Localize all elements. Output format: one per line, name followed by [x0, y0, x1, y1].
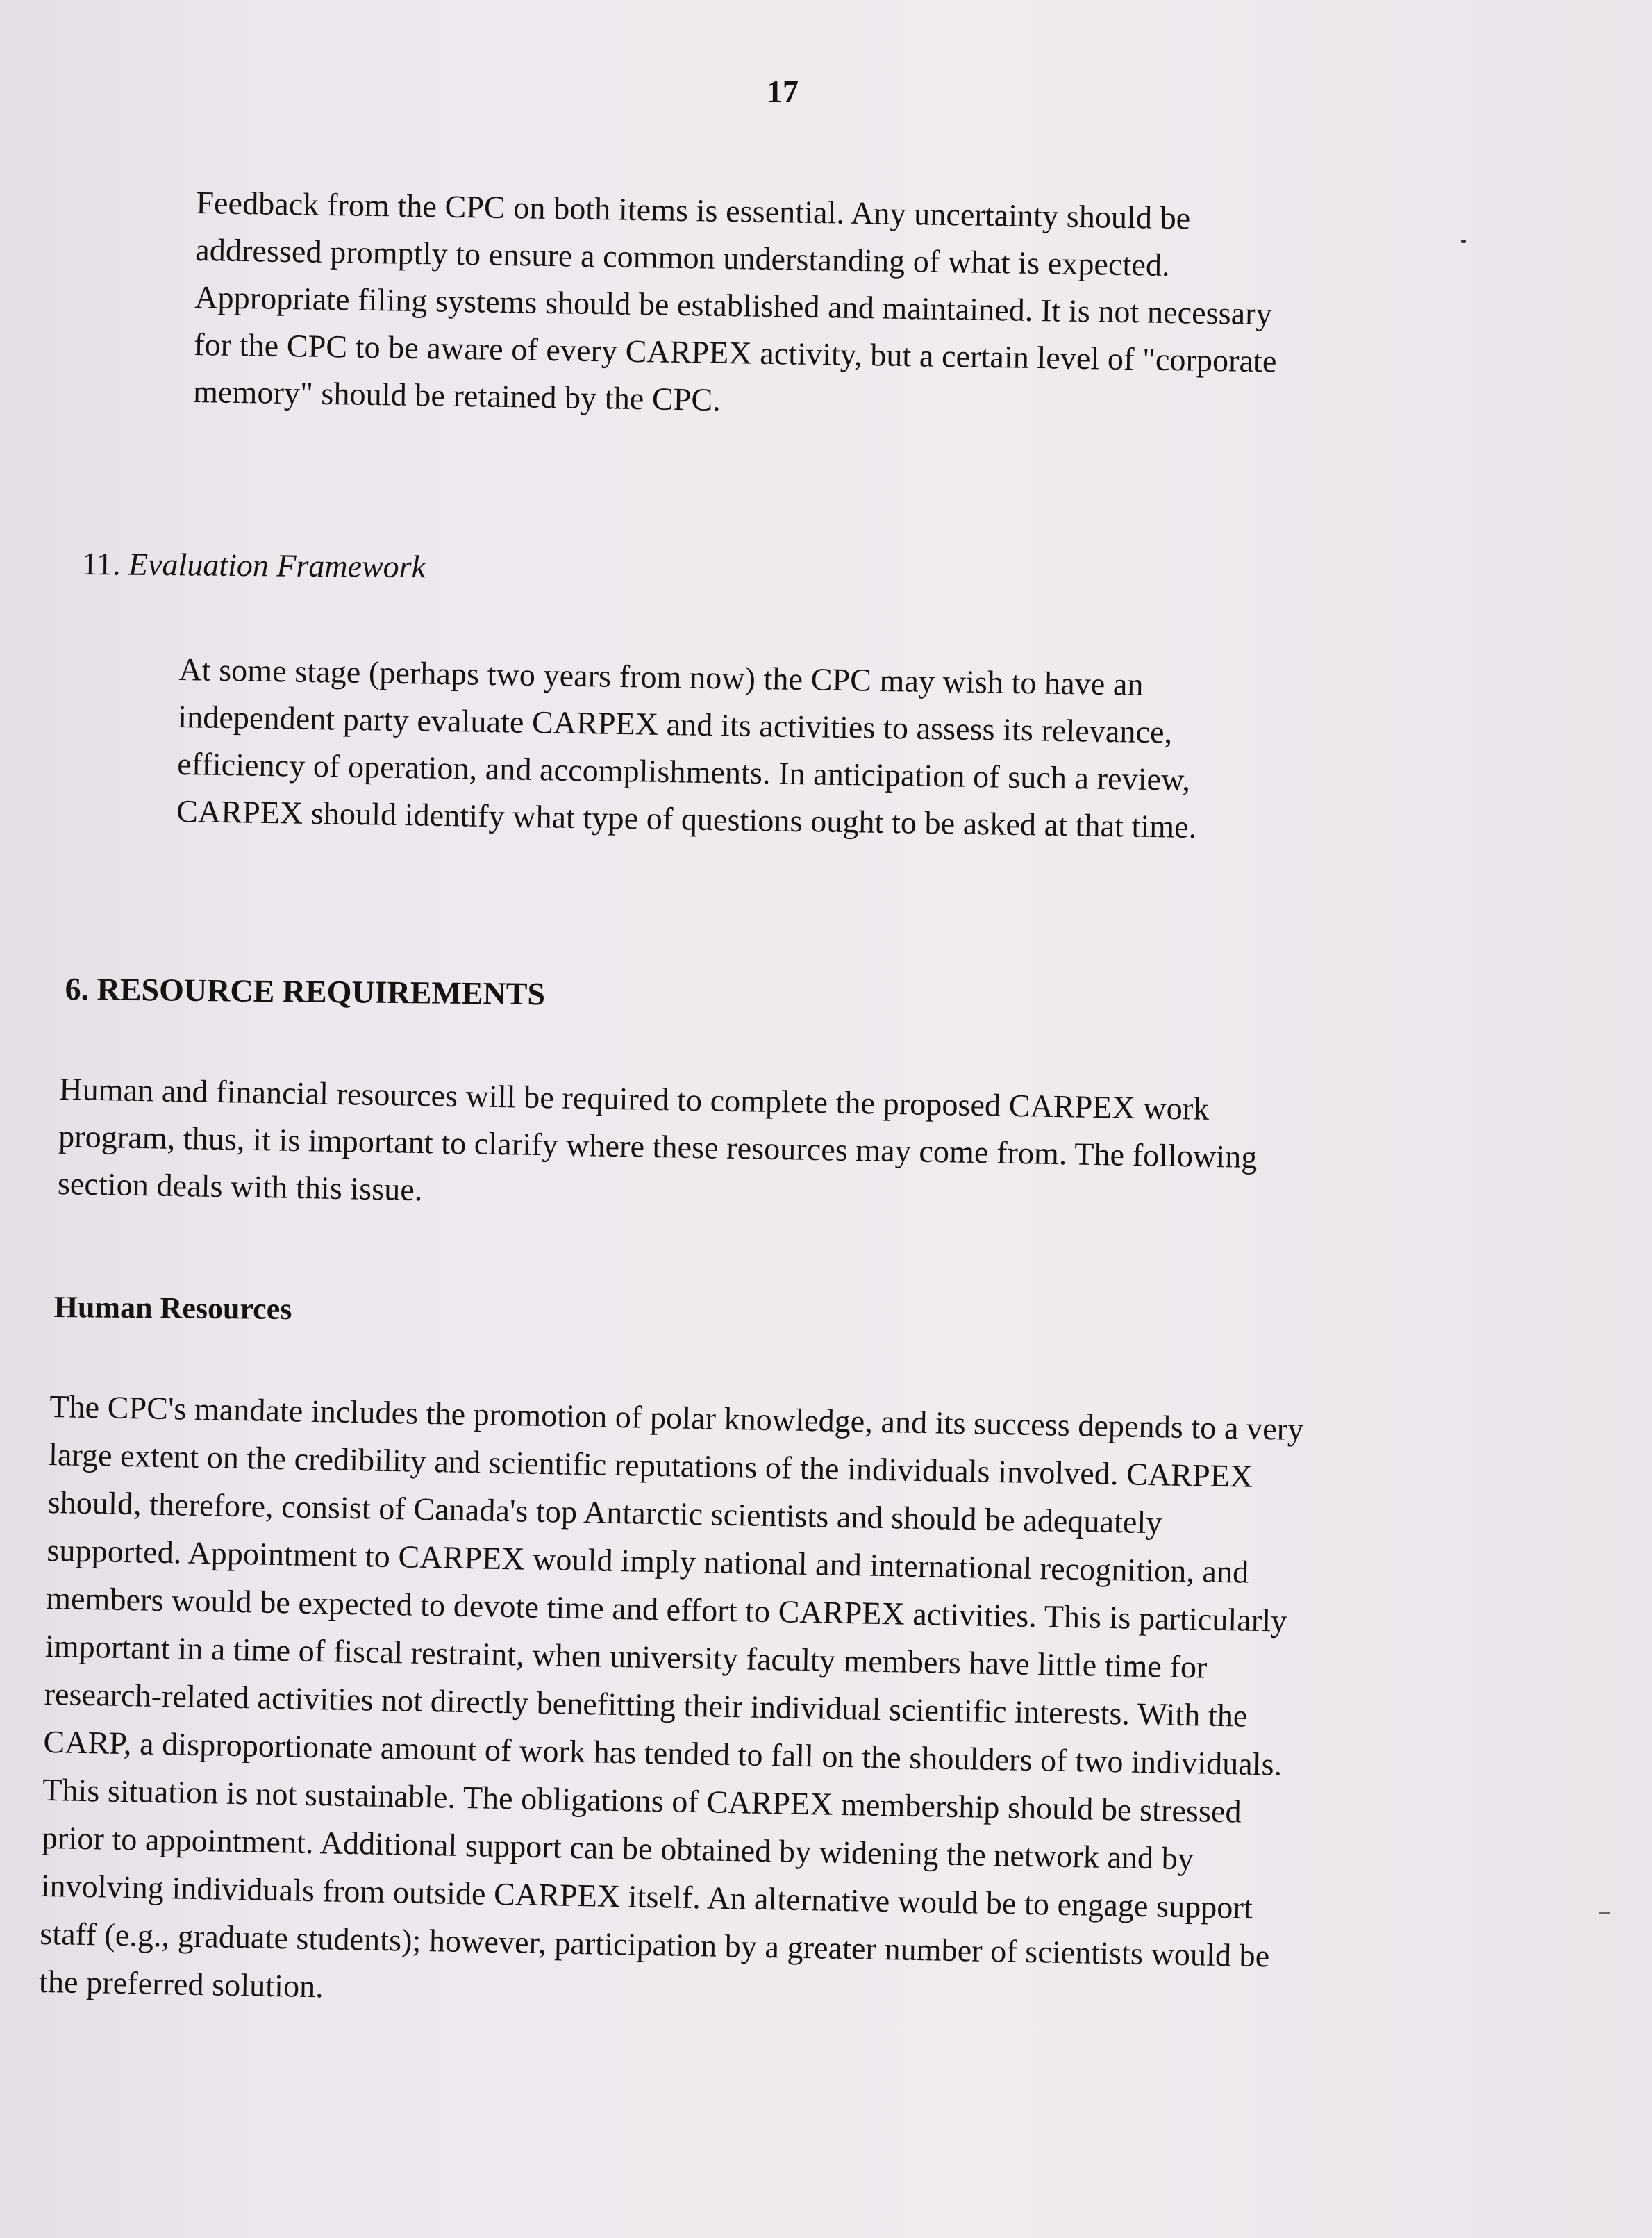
paragraph-line: large extent on the credibility and scientific reputations of the individuals involved. CARPEX — [48, 1436, 1253, 1494]
paragraph-line: Human and financial resources will be required to complete the proposed CARPEX work — [58, 1070, 1210, 1127]
paragraph-line: The CPC's mandate includes the promotion of polar knowledge, and its success depends to a very — [49, 1388, 1304, 1448]
paragraph-line: program, thus, it is important to clarify where these resources may come from. The following — [58, 1118, 1258, 1175]
evaluation-framework-heading — [81, 543, 426, 588]
paragraph-line: should, therefore, consist of Canada's top Antarctic scientists and should be adequately — [47, 1484, 1163, 1541]
paragraph-line: At some stage (perhaps two years from now) the CPC may wish to have an — [178, 651, 1144, 702]
resource-requirements-paragraph — [57, 1066, 1258, 1228]
page-number: 17 — [767, 74, 799, 109]
paragraph-line: This situation is not sustainable. The obligations of CARPEX membership should be stressed — [42, 1771, 1242, 1830]
paragraph-line: section deals with this issue. — [57, 1165, 423, 1208]
paragraph-line: the preferred solution. — [38, 1963, 324, 2005]
ink-speck — [1599, 1912, 1610, 1914]
paragraph-line: involving individuals from outside CARPEX itself. An alternative would be to engage support — [40, 1867, 1253, 1925]
human-resources-heading: Human Resources — [53, 1289, 292, 1326]
paragraph-line: efficiency of operation, and accomplishments. In anticipation of such a review, — [176, 745, 1191, 797]
ink-speck — [1461, 240, 1466, 243]
paragraph-line: CARPEX should identify what type of questions ought to be asked at that time. — [176, 793, 1197, 845]
paragraph-line: CARP, a disproportionate amount of work has tended to fall on the shoulders of two individuals. — [43, 1723, 1283, 1782]
paragraph-line: staff (e.g., graduate students); however, participation by a greater number of scientists would be — [39, 1915, 1270, 1974]
paragraph-line: independent party evaluate CARPEX and its activities to assess its relevance, — [178, 698, 1173, 750]
paragraph-line: memory" should be retained by the CPC. — [192, 373, 721, 417]
paragraph-line: supported. Appointment to CARPEX would imply national and international recognition, and — [47, 1532, 1249, 1590]
paragraph-line: important in a time of fiscal restraint, when university faculty members have little time for — [44, 1627, 1208, 1685]
section-heading: 6. RESOURCE REQUIREMENTS — [65, 970, 546, 1012]
heading-number: 11. — [81, 545, 121, 582]
paragraph-line: prior to appointment. Additional support can be obtained by widening the network and by — [41, 1819, 1194, 1877]
human-resources-paragraph — [39, 1382, 1304, 2028]
paragraph-line: members would be expected to devote time and effort to CARPEX activities. This is particularly — [45, 1580, 1287, 1639]
evaluation-paragraph — [176, 646, 1199, 851]
feedback-paragraph — [193, 179, 1280, 432]
paragraph-line: for the CPC to be aware of every CARPEX activity, but a certain level of "corporate — [193, 326, 1277, 379]
paragraph-line: Appropriate filing systems should be established and maintained. It is not necessary — [194, 279, 1273, 332]
heading-title: Evaluation Framework — [128, 546, 426, 585]
paragraph-line: research-related activities not directly benefitting their individual scientific interests. With the — [44, 1675, 1248, 1734]
paragraph-line: addressed promptly to ensure a common understanding of what is expected. — [195, 231, 1171, 283]
paragraph-line: Feedback from the CPC on both items is essential. Any uncertainty should be — [196, 184, 1191, 236]
